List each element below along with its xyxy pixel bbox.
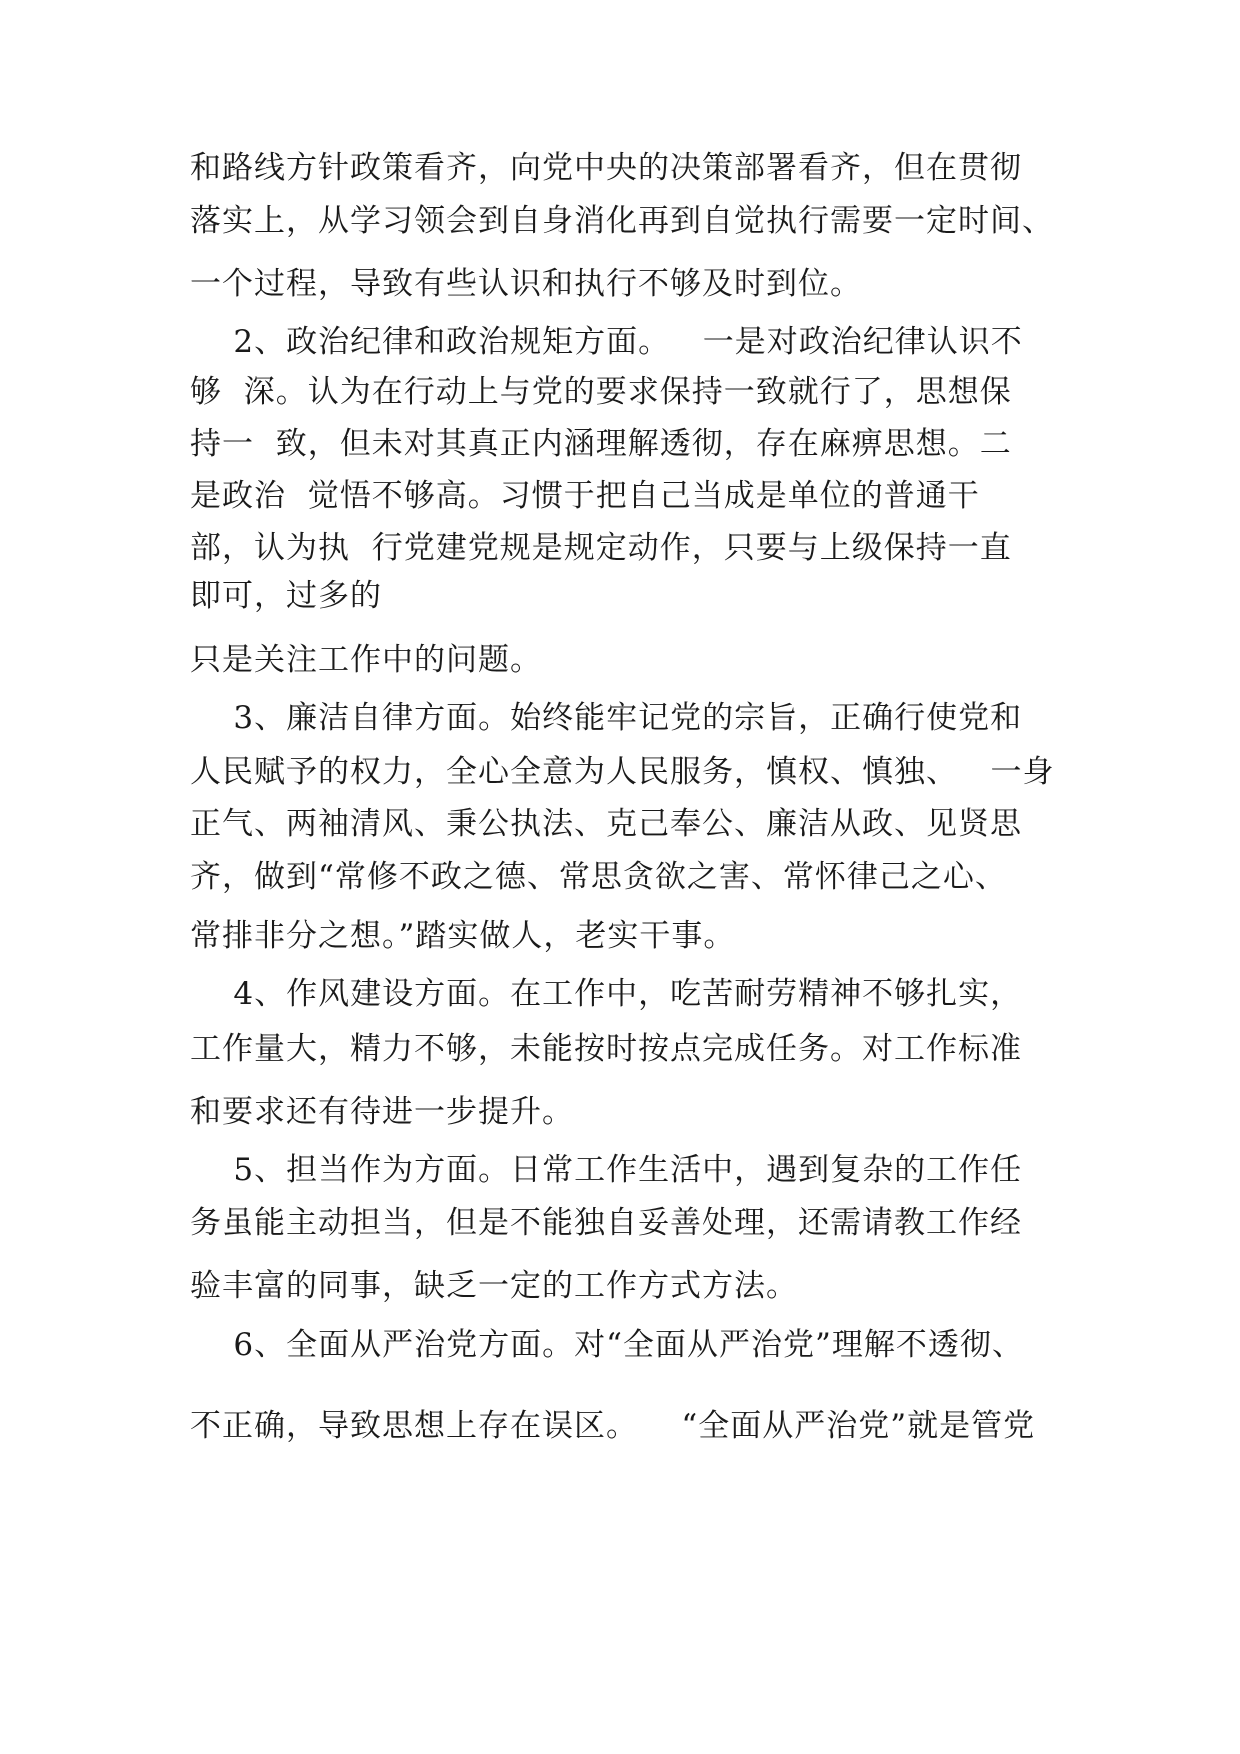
- text-line: 齐，做到“常修不政之德、常思贪欲之害、常怀律己之心、: [190, 859, 1007, 895]
- text-line: 和路线方针政策看齐，向党中央的决策部署看齐，但在贯彻: [190, 150, 1022, 186]
- paragraph-4-heading-line: 4、作风建设方面。在工作中，吃苦耐劳精神不够扎实，: [190, 976, 1023, 1012]
- text-line: 工作量大，精力不够，未能按时按点完成任务。对工作标准: [190, 1031, 1022, 1067]
- text-line: 一个过程，导致有些认识和执行不够及时到位。: [190, 266, 862, 302]
- text-line: 和要求还有待进一步提升。: [190, 1094, 574, 1130]
- text-line: 是政治 觉悟不够高。习惯于把自己当成是单位的普通干: [190, 478, 980, 514]
- paragraph-2-heading-line: 2、政治纪律和政治规矩方面。 一是对政治纪律认识不: [190, 324, 1023, 360]
- text-line: 人民赋予的权力，全心全意为人民服务，慎权、慎独、 一身: [190, 754, 1055, 790]
- text-line: 持一 致，但未对其真正内涵理解透彻，存在麻痹思想。二: [190, 426, 1012, 462]
- text-line: 验丰富的同事，缺乏一定的工作方式方法。: [190, 1268, 798, 1304]
- paragraph-5-heading-line: 5、担当作为方面。日常工作生活中，遇到复杂的工作任: [190, 1152, 1023, 1188]
- text-line: 够 深。认为在行动上与党的要求保持一致就行了，思想保: [190, 374, 1012, 410]
- text-line: 务虽能主动担当，但是不能独自妥善处理，还需请教工作经: [190, 1205, 1022, 1241]
- paragraph-3-heading-line: 3、廉洁自律方面。始终能牢记党的宗旨，正确行使党和: [190, 700, 1023, 736]
- text-line: 部，认为执 行党建党规是规定动作，只要与上级保持一直: [190, 530, 1012, 566]
- text-line: 即可，过多的: [190, 578, 382, 614]
- text-line: 只是关注工作中的问题。: [190, 642, 542, 678]
- text-line: 正气、两袖清风、秉公执法、克己奉公、廉洁从政、见贤思: [190, 806, 1022, 842]
- text-line: 常排非分之想。”踏实做人，老实干事。: [190, 918, 736, 954]
- text-line: 不正确，导致思想上存在误区。 “全面从严治党”就是管党: [190, 1408, 1036, 1444]
- paragraph-6-heading-line: 6、全面从严治党方面。对“全面从严治党”理解不透彻、: [190, 1327, 1024, 1363]
- text-line: 落实上，从学习领会到自身消化再到自觉执行需要一定时间、: [190, 203, 1054, 239]
